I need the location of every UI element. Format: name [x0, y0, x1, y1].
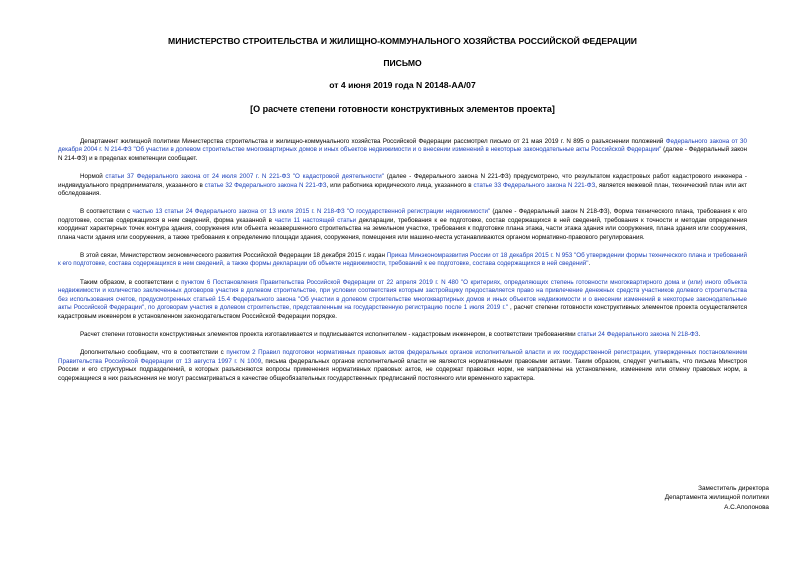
paragraph-text: , расчет степени готовности конструктивных элементов проекта осуществляется кадастровым инженером в установленном законодательством Российской Федерации порядке.	[58, 304, 748, 320]
paragraph-4	[58, 252, 747, 269]
paragraph-text: .	[588, 260, 591, 268]
law-221-article-37-link[interactable]: статьи 37 Федерального закона от 24 июля 2007 г. N 221-ФЗ "О кадастровой деятельности"	[105, 173, 385, 181]
document-date-number: от 4 июня 2019 года N 20148-АА/07	[329, 80, 476, 90]
resolution-480-link[interactable]: пунктом 6 Постановления Правительства Российской Федерации от 22 апреля 2019 г. N 480 "О критериях, определяющих степень готовности многоквартирного дома и (или) иного объекта недвижимости и количество заключенных договоров участия в долевом строительстве, при условии соответствия которым застройщику предоставляется право на привлечение денежных средств участников долевого строительства без использования счетов, предусмотренных статьей 15.4 Федерального закона "Об участии в долевом строительстве многоквартирных домов и иных объектов недвижимости и о внесении изменений в некоторые законодательные акты Российской Федерации", по договорам участия в долевом строительстве, представленным на государственную регистрацию после 1 июля 2019 г."	[58, 278, 747, 312]
document-type: ПИСЬМО	[383, 58, 422, 68]
paragraph-text: (далее - Федеральный закон N 218-ФЗ), Форма технического плана, требования к его подготовке, состав содержащихся в нем сведений, форма указанной в	[58, 208, 747, 224]
paragraph-7	[58, 349, 747, 383]
paragraph-6	[58, 331, 747, 339]
paragraph-1	[58, 138, 747, 163]
law-218-article-24-link[interactable]: статьи 24 Федерального закона N 218-ФЗ	[577, 330, 699, 338]
paragraph-text: Расчет степени готовности конструктивных элементов проекта изготавливается и подписывается исполнителем - кадастровым инженером, в соответствии требованиями	[80, 330, 578, 338]
paragraph-3	[58, 208, 747, 242]
order-953-link[interactable]: Приказ Минэкономразвития России от 18 декабря 2015 г. N 953 "Об утверждении формы технического плана и требований к его подготовке, состава содержащихся в нем сведений, а также формы декларации об объекте недвижимости, требований к ее подготовке, состава содержащихся в ней сведений"	[58, 252, 747, 268]
paragraph-text: В этой связи, Министерством экономического развития Российской Федерации 18 декабря 2015 г. издан	[80, 252, 387, 260]
part-11-link[interactable]: части 11 настоящей статьи	[274, 216, 357, 224]
law-214-link[interactable]: Федерального закона от 30 декабря 2004 г. N 214-ФЗ "Об участии в долевом строительстве многоквартирных домов и иных объектов недвижимости и о внесении изменений в некоторые законодательные акты Российской Федерации"	[58, 138, 747, 154]
paragraph-text: , является межевой план, технический план или акт обследования.	[58, 181, 747, 198]
signature-name: А.С.Аполонова	[724, 503, 769, 511]
paragraph-text: Департамент жилищной политики Министерства строительства и жилищно-коммунального хозяйства Российской Федерации рассмотрел письмо от 21 мая 2019 г. N 895 о разъяснении положений	[80, 138, 666, 145]
paragraph-text: Таким образом, в соответствии с	[80, 278, 182, 286]
signature-position: Заместитель директора	[698, 485, 769, 492]
law-218-part-13-link[interactable]: частью 13 статьи 24 Федерального закона от 13 июля 2015 г. N 218-ФЗ "О государственной регистрации недвижимости"	[132, 208, 491, 216]
paragraph-text: , или работника юридического лица, указанного в	[326, 181, 474, 189]
paragraph-text: Нормой	[80, 173, 106, 181]
paragraph-text: .	[698, 330, 701, 338]
ministry-title: МИНИСТЕРСТВО СТРОИТЕЛЬСТВА И ЖИЛИЩНО-КОММУНАЛЬНОГО ХОЗЯЙСТВА РОССИЙСКОЙ ФЕДЕРАЦИИ	[168, 36, 637, 46]
paragraph-text: Дополнительно сообщаем, что в соответствии с	[80, 349, 227, 357]
paragraph-text: , письма федеральных органов исполнительной власти не являются нормативными правовыми актами. Таким образом, следует учитывать, что письма Минстроя России и его структурных подразделений, в которых разъясняются вопросы применения нормативных правовых актов, не содержат правовых норм, не направлены на установление, изменение или отмену правовых норм, а содержащиеся в них разъяснения не могут рассматриваться в качестве общеобязательных государственных предписаний постоянного или временного характера.	[58, 357, 747, 382]
paragraph-2	[58, 173, 747, 198]
paragraph-text: (далее - Федерального закона N 221-ФЗ) предусмотрено, что результатом кадастровых работ кадастрового инженера - индивидуального предпринимателя, указанного в	[58, 173, 748, 189]
rules-1009-link[interactable]: пунктом 2 Правил подготовки нормативных правовых актов федеральных органов исполнительной власти и их государственной регистрации, утвержденных постановлением Правительства Российской Федерации от 13 августа 1997 г. N 1009	[58, 349, 747, 365]
paragraph-text: (далее - Федеральный закон N 214-ФЗ) и в пределах компетенции сообщает.	[58, 146, 747, 162]
paragraph-text: В соответствии с	[80, 208, 133, 216]
law-221-article-32-link[interactable]: статье 32 Федерального закона N 221-ФЗ	[204, 181, 327, 189]
signature-block	[665, 484, 769, 512]
signature-department: Департамента жилищной политики	[664, 494, 769, 502]
law-221-article-33-link[interactable]: статье 33 Федерального закона N 221-ФЗ	[473, 181, 596, 189]
paragraph-5	[58, 279, 747, 321]
document-subject: [О расчете степени готовности конструктивных элементов проекта]	[250, 104, 555, 114]
paragraph-text: декларации, требования к ее подготовке, состав содержащихся в ней сведений, требования к точности и методам определения координат характерных точек контура здания, сооружения или объекта незавершенного строительства на земельном участке, требования к подготовке плана этажа, части этажа здания или сооружения, плана здания или сооружения, плана части здания или сооружения, а также требования к определению площади здания, сооружения, помещения или машино-места устанавливаются органом нормативно-правового регулирования.	[58, 216, 747, 241]
